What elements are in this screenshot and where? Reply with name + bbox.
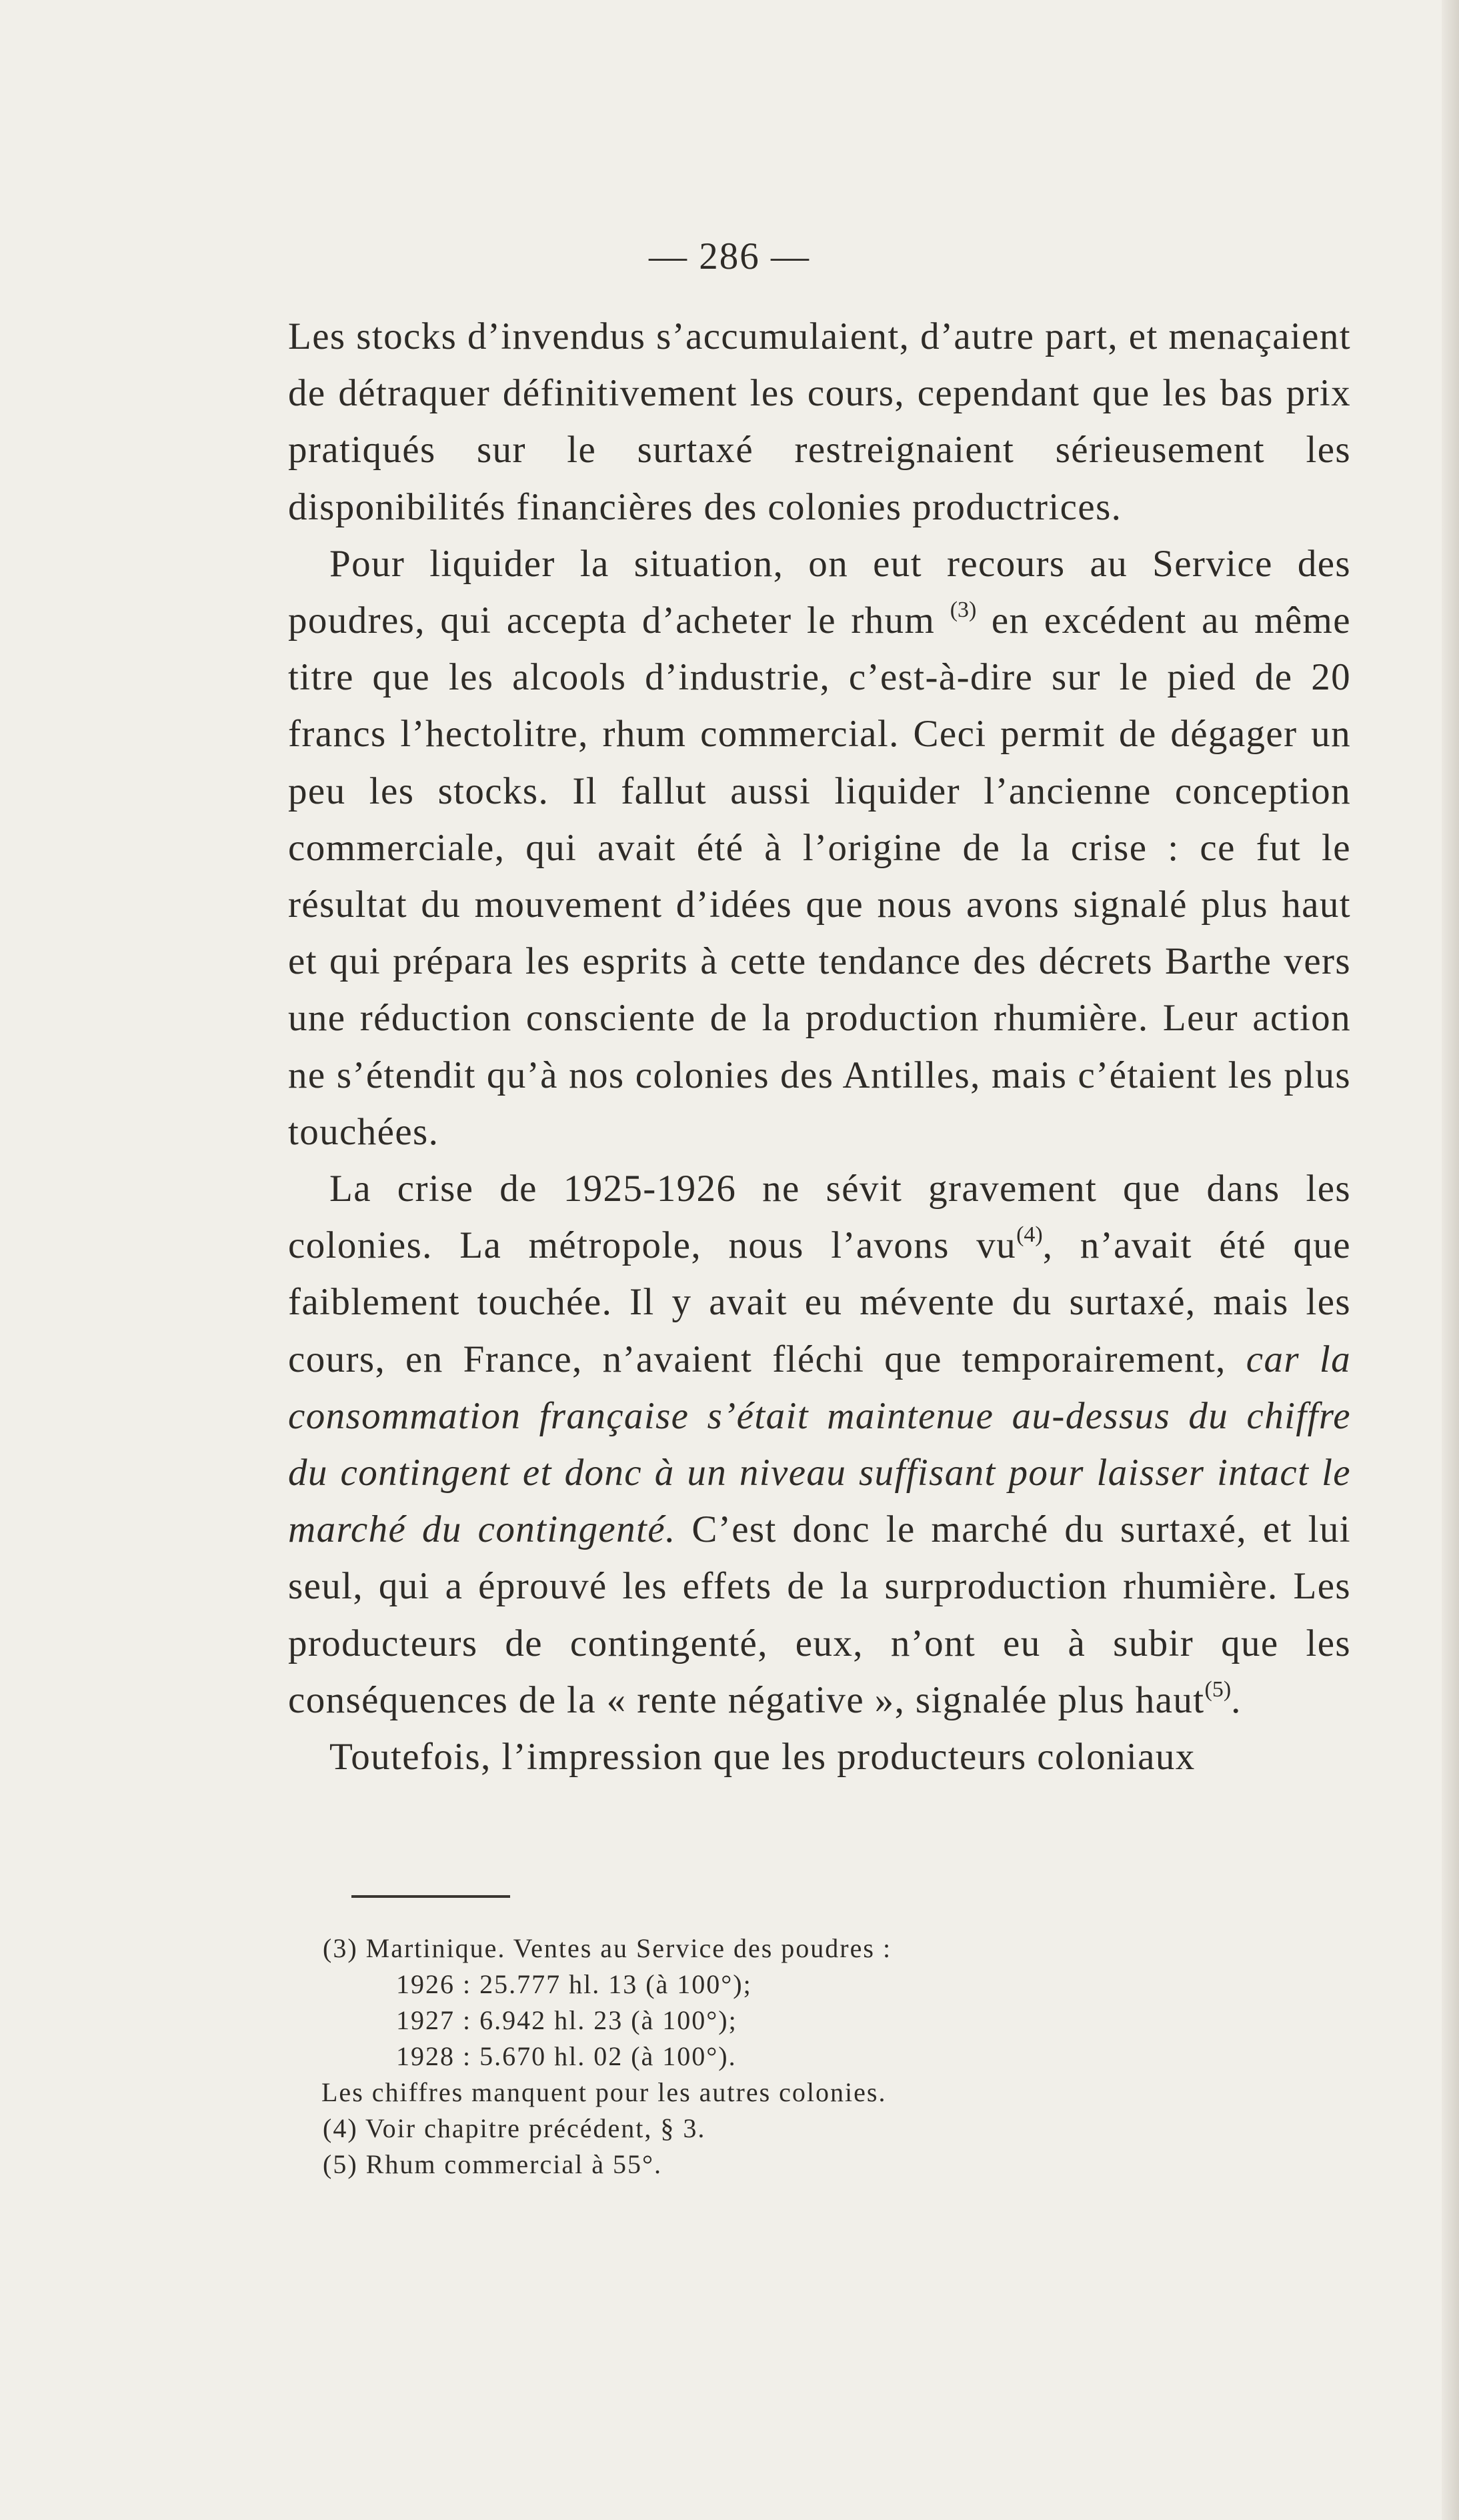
paragraph-3-part-c: C’est donc le marché du surtaxé, et lui seul, qui a éprouvé les effets de la surproduction rhumière. Les producteurs de contingenté, eux, n’ont eu à subir que les conséquences de la « rente négative », signalée plus haut (288, 1508, 1351, 1721)
footnote-3-1926: 1926 : 25.777 hl. 13 (à 100°); (396, 1969, 752, 1999)
footnote-3-note: Les chiffres manquent pour les autres colonies. (321, 2077, 887, 2107)
paragraph-3-part-a: La crise de 1925-1926 ne sévit gravement que dans les colonies. La métropole, nous l’avons vu (288, 1168, 1351, 1267)
paragraph-2-part-a: Pour liquider la situation, on eut recours au Service des poudres, qui accepta d’acheter le rhum (288, 542, 1351, 642)
paragraph-3-part-d: . (1231, 1678, 1242, 1721)
page-edge-shadow (1442, 0, 1459, 2520)
paragraph-3-part-b: , n’avait été que faiblement touchée. Il y avait eu mévente du surtaxé, mais les cours, en France, n’avaient fléchi que temporairement, (288, 1224, 1351, 1380)
footnote-4: (4) Voir chapitre précédent, § 3. (323, 2113, 706, 2143)
footnote-ref-3[interactable]: (3) (950, 597, 977, 623)
footnote-ref-4[interactable]: (4) (1016, 1222, 1043, 1248)
footnote-divider (351, 1895, 510, 1898)
paragraph-3-italic: car la consommation française s’était maintenue au-dessus du chiffre du contingent et donc à un niveau suffisant pour laisser intact le marché du contingenté. (288, 1338, 1351, 1551)
footnote-5: (5) Rhum commercial à 55°. (323, 2149, 662, 2179)
paragraph-2-part-b: en excédent au même titre que les alcools d’industrie, c’est-à-dire sur le pied de 20 francs l’hectolitre, rhum commercial. Ceci permit de dégager un peu les stocks. Il fallut aussi liquider l’ancienne conception commerciale, qui avait été à l’origine de la crise : ce fut le résultat du mouvement d’idées que nous avons signalé plus haut et qui prépara les esprits à cette tendance des décrets Barthe vers une réduction consciente de la production rhumière. Leur action ne s’étendit qu’à nos colonies des Antilles, mais c’étaient les plus touchées. (288, 599, 1351, 1153)
page-number: — 286 — (649, 235, 810, 277)
footnote-3-1928: 1928 : 5.670 hl. 02 (à 100°). (396, 2041, 737, 2071)
paragraph-1: Les stocks d’invendus s’accumulaient, d’autre part, et menaçaient de détraquer définitivement les cours, cependant que les bas prix pratiqués sur le surtaxé restreignaient sérieusement les disponibilités financières des colonies productrices. (288, 315, 1351, 528)
body-text (288, 308, 1351, 1785)
footnote-3-1927: 1927 : 6.942 hl. 23 (à 100°); (396, 2005, 738, 2035)
paragraph-4: Toutefois, l’impression que les producteurs coloniaux (329, 1736, 1196, 1778)
paragraph-2 (288, 535, 1351, 1160)
footnote-ref-5[interactable]: (5) (1204, 1676, 1232, 1702)
paragraph-3 (288, 1160, 1351, 1728)
footnotes (321, 1931, 1322, 2183)
footnote-3-title: (3) Martinique. Ventes au Service des poudres : (323, 1933, 892, 1963)
